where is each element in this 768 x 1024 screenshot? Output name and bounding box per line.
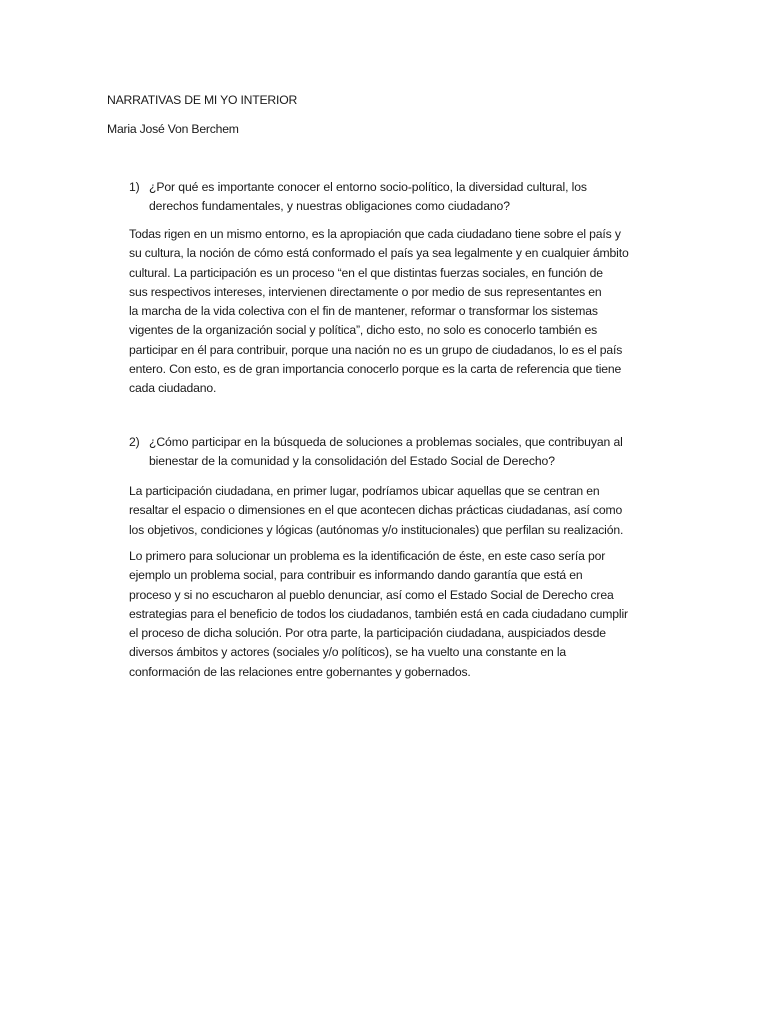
question-2-number: 2): [129, 435, 140, 449]
question-1-text: ¿Por qué es importante conocer el entorno socio-político, la diversidad cultural, los derechos fundamentales, y nuestras obligaciones como ciudadano?: [149, 180, 587, 214]
document-title: NARRATIVAS DE MI YO INTERIOR: [107, 93, 298, 107]
answer-2-paragraph-1: La participación ciudadana, en primer lugar, podríamos ubicar aquellas que se centran en resaltar el espacio o dimensiones en el que acontecen dichas prácticas ciudadanas, así como los objetivos, condiciones y lógicas (autónomas y/o institucionales) que perfilan su realización.: [129, 484, 624, 537]
answer-2-paragraph-2: Lo primero para solucionar un problema es la identificación de éste, en este caso sería por ejemplo un problema social, para contribuir es informando dando garantía que está en proceso y si no escucharon al pueblo denunciar, así como el Estado Social de Derecho crea estrategias para el beneficio de todos los ciudadanos, también está en cada ciudadano cumplir el proceso de dicha solución. Por otra parte, la participación ciudadana, auspiciados desde diversos ámbitos y actores (sociales y/o políticos), se ha vuelto una constante en la conformación de las relaciones entre gobernantes y gobernados.: [129, 549, 628, 679]
question-1: [129, 178, 669, 217]
answer-1-paragraph-1: Todas rigen en un mismo entorno, es la apropiación que cada ciudadano tiene sobre el país y su cultura, la noción de cómo está conformado el país ya sea legalmente y en cualquier ámbito cultural. La participación es un proceso “en el que distintas fuerzas sociales, en función de sus respectivos intereses, intervienen directamente o por medio de sus representantes en la marcha de la vida colectiva con el fin de mantener, reformar o transformar los sistemas vigentes de la organización social y política”, dicho esto, no solo es conocerlo también es participar en él para contribuir, porque una nación no es un grupo de ciudadanos, lo es el país entero. Con esto, es de gran importancia conocerlo porque es la carta de referencia que tiene cada ciudadano.: [129, 227, 629, 396]
question-2: [129, 433, 669, 472]
question-2-text: ¿Cómo participar en la búsqueda de soluciones a problemas sociales, que contribuyan al bienestar de la comunidad y la consolidación del Estado Social de Derecho?: [149, 435, 623, 469]
document-author: Maria José Von Berchem: [107, 122, 239, 136]
question-1-number: 1): [129, 180, 140, 194]
